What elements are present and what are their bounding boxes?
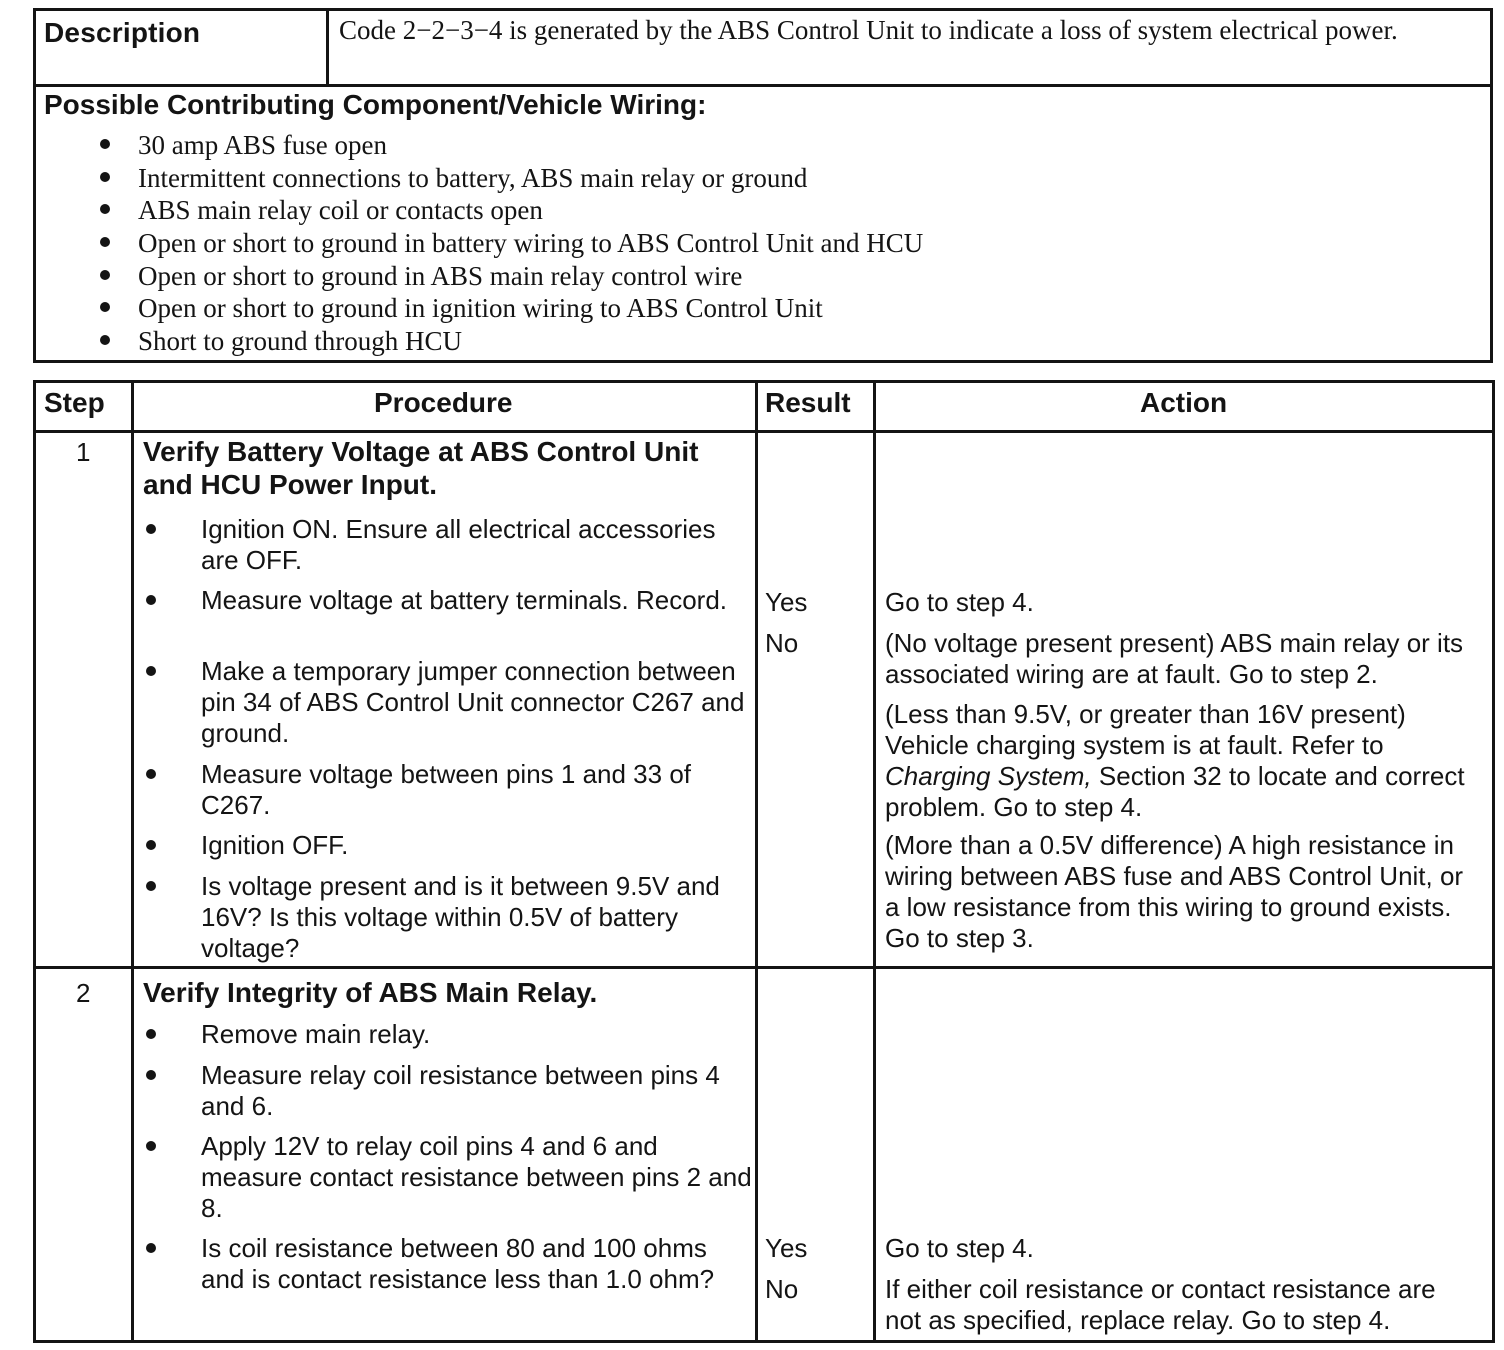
description-box: [33, 8, 1493, 363]
list-item: Intermittent connections to battery, ABS main relay or ground: [94, 162, 923, 195]
list-item: Open or short to ground in ABS main relay control wire: [94, 260, 923, 293]
step-number: 2: [76, 978, 91, 1008]
step-table: [33, 380, 1495, 1343]
bullet-icon: [100, 172, 110, 182]
bullet-icon: [146, 1243, 156, 1253]
result-no: No: [765, 1274, 799, 1304]
bullet-icon: [100, 270, 110, 280]
action-text: If either coil resistance or contact resistance are not as specified, replace relay. Go to step 4.: [885, 1274, 1436, 1335]
result-yes: Yes: [765, 1233, 808, 1263]
procedure-item: Measure voltage at battery terminals. Record.: [143, 585, 753, 616]
description-text: Code 2−2−3−4 is generated by the ABS Control Unit to indicate a loss of system electrical power.: [339, 15, 1398, 45]
list-item: Open or short to ground in ignition wiring to ABS Control Unit: [94, 292, 923, 325]
result-yes: Yes: [765, 587, 808, 617]
procedure-item: Measure relay coil resistance between pins 4 and 6.: [143, 1060, 753, 1122]
bullet-icon: [100, 302, 110, 312]
procedure-item: Make a temporary jumper connection between pin 34 of ABS Control Unit connector C267 and ground.: [143, 656, 753, 749]
list-item: ABS main relay coil or contacts open: [94, 194, 923, 227]
action-text: Go to step 4.: [885, 1233, 1034, 1263]
bullet-icon: [146, 1070, 156, 1080]
header-action: Action: [1140, 387, 1228, 418]
header-procedure: Procedure: [374, 387, 513, 418]
step-title: Verify Integrity of ABS Main Relay.: [143, 977, 598, 1008]
procedure-item: Is coil resistance between 80 and 100 ohms and is contact resistance less than 1.0 ohm?: [143, 1233, 753, 1295]
action-text: Go to step 4.: [885, 587, 1034, 617]
procedure-item: Apply 12V to relay coil pins 4 and 6 and measure contact resistance between pins 2 and 8.: [143, 1131, 753, 1224]
step-title: Verify Battery Voltage at ABS Control Unit and HCU Power Input.: [143, 436, 699, 500]
header-step: Step: [44, 387, 105, 418]
bullet-icon: [146, 881, 156, 891]
procedure-item: Is voltage present and is it between 9.5V and 16V? Is this voltage within 0.5V of battery voltage?: [143, 871, 753, 964]
description-label: Description: [44, 17, 201, 48]
bullet-icon: [146, 524, 156, 534]
bullet-icon: [100, 204, 110, 214]
column-divider: [755, 383, 758, 1340]
description-row: [36, 11, 1490, 87]
result-no: No: [765, 628, 799, 658]
bullet-icon: [100, 335, 110, 345]
bullet-icon: [100, 139, 110, 149]
column-divider: [131, 383, 134, 1340]
row-divider: [36, 966, 1492, 969]
procedure-item: Ignition OFF.: [143, 830, 753, 861]
step-number: 1: [76, 437, 91, 467]
list-item: 30 amp ABS fuse open: [94, 129, 923, 162]
bullet-icon: [146, 666, 156, 676]
description-divider: [326, 11, 329, 84]
header-result: Result: [765, 387, 851, 418]
procedure-item: Measure voltage between pins 1 and 33 of C267.: [143, 759, 753, 821]
action-text: (Less than 9.5V, or greater than 16V present) Vehicle charging system is at fault. Refer to Charging System, Section 32 to locate and correct problem. Go to step 4.: [885, 699, 1465, 822]
action-text: (No voltage present present) ABS main relay or its associated wiring are at fault. Go to step 2.: [885, 628, 1464, 689]
bullet-icon: [146, 1029, 156, 1039]
bullet-icon: [100, 237, 110, 247]
header-divider: [36, 430, 1492, 433]
bullet-icon: [146, 840, 156, 850]
bullet-icon: [146, 769, 156, 779]
bullet-icon: [146, 1141, 156, 1151]
column-divider: [873, 383, 876, 1340]
list-item: Short to ground through HCU: [94, 325, 923, 358]
bullet-icon: [146, 595, 156, 605]
contributing-list: [94, 129, 923, 358]
list-item: Open or short to ground in battery wiring to ABS Control Unit and HCU: [94, 227, 923, 260]
action-text: (More than a 0.5V difference) A high resistance in wiring between ABS fuse and ABS Control Unit, or a low resistance from this wiring to ground exists. Go to step 3.: [885, 830, 1464, 953]
contributing-title: Possible Contributing Component/Vehicle Wiring:: [44, 89, 707, 120]
procedure-item: Remove main relay.: [143, 1019, 753, 1050]
procedure-item: Ignition ON. Ensure all electrical accessories are OFF.: [143, 514, 753, 576]
